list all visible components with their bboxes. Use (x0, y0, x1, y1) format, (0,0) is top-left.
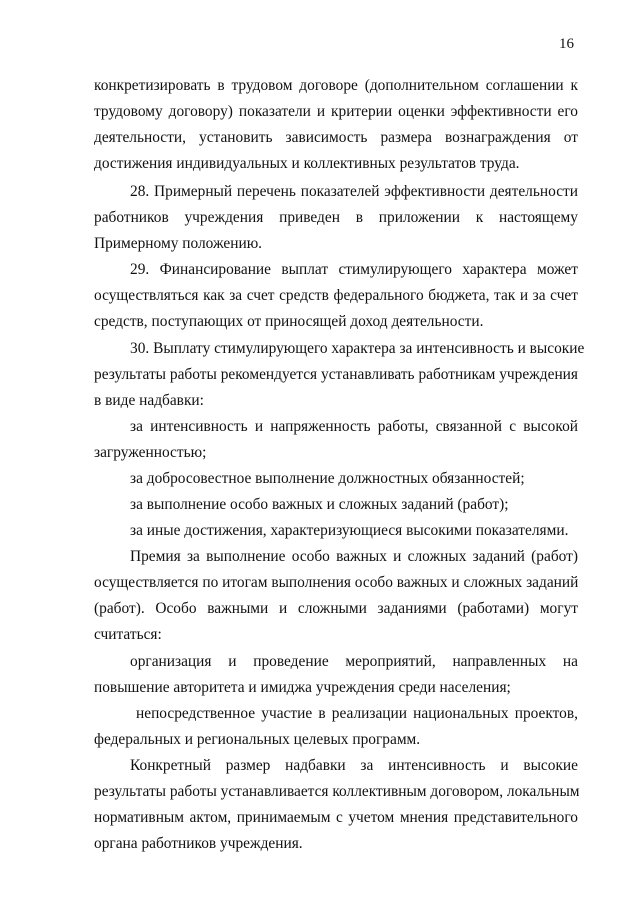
text-line: за добросовестное выполнение должностных обязанностей; (130, 470, 525, 487)
text-line: за выполнение особо важных и сложных заданий (работ); (130, 496, 509, 513)
text-line: 30. Выплату стимулирующего характера за интенсивность и высокие (130, 340, 585, 357)
text-line: органа работников учреждения. (94, 835, 303, 852)
text-line: результаты работы устанавливается коллективным договором, локальным (94, 783, 580, 800)
page-number: 16 (559, 36, 574, 52)
text-line: Конкретный размер надбавки за интенсивность и высокие (130, 757, 578, 774)
text-line: организация и проведение мероприятий, направленных на (130, 653, 578, 670)
text-line: работников учреждения приведен в приложении к настоящему (94, 209, 578, 226)
text-line: 28. Примерный перечень показателей эффективности деятельности (130, 183, 578, 200)
text-line: считаться: (94, 626, 162, 643)
text-line: федеральных и региональных целевых программ. (94, 731, 421, 748)
text-line: деятельности, установить зависимость размера вознаграждения от (94, 129, 578, 146)
text-line: осуществляется по итогам выполнения особо важных и сложных заданий (94, 574, 579, 591)
text-line: достижения индивидуальных и коллективных результатов труда. (94, 155, 520, 172)
text-line: за иные достижения, характеризующиеся высокими показателями. (130, 522, 569, 539)
text-line: осуществляться как за счет средств федерального бюджета, так и за счет (94, 287, 578, 304)
text-line: нормативным актом, принимаемым с учетом мнения представительного (94, 809, 578, 826)
text-line: непосредственное участие в реализации национальных проектов, (136, 705, 578, 722)
text-line: результаты работы рекомендуется устанавливать работникам учреждения (94, 366, 578, 383)
text-line: (работ). Особо важными и сложными заданиями (работами) могут (94, 600, 578, 617)
text-line: 29. Финансирование выплат стимулирующего характера может (130, 261, 578, 278)
text-line: трудовому договору) показатели и критерии оценки эффективности его (94, 103, 578, 120)
text-line: за интенсивность и напряженность работы, связанной с высокой (130, 418, 578, 435)
text-line: конкретизировать в трудовом договоре (дополнительном соглашении к (94, 77, 578, 94)
text-line: Премия за выполнение особо важных и сложных заданий (работ) (130, 548, 578, 565)
text-line: повышение авторитета и имиджа учреждения среди населения; (94, 679, 511, 696)
text-line: загруженностью; (94, 444, 207, 461)
text-line: средств, поступающих от приносящей доход деятельности. (94, 313, 484, 330)
text-line: Примерному положению. (94, 235, 263, 252)
text-line: в виде надбавки: (94, 392, 204, 409)
